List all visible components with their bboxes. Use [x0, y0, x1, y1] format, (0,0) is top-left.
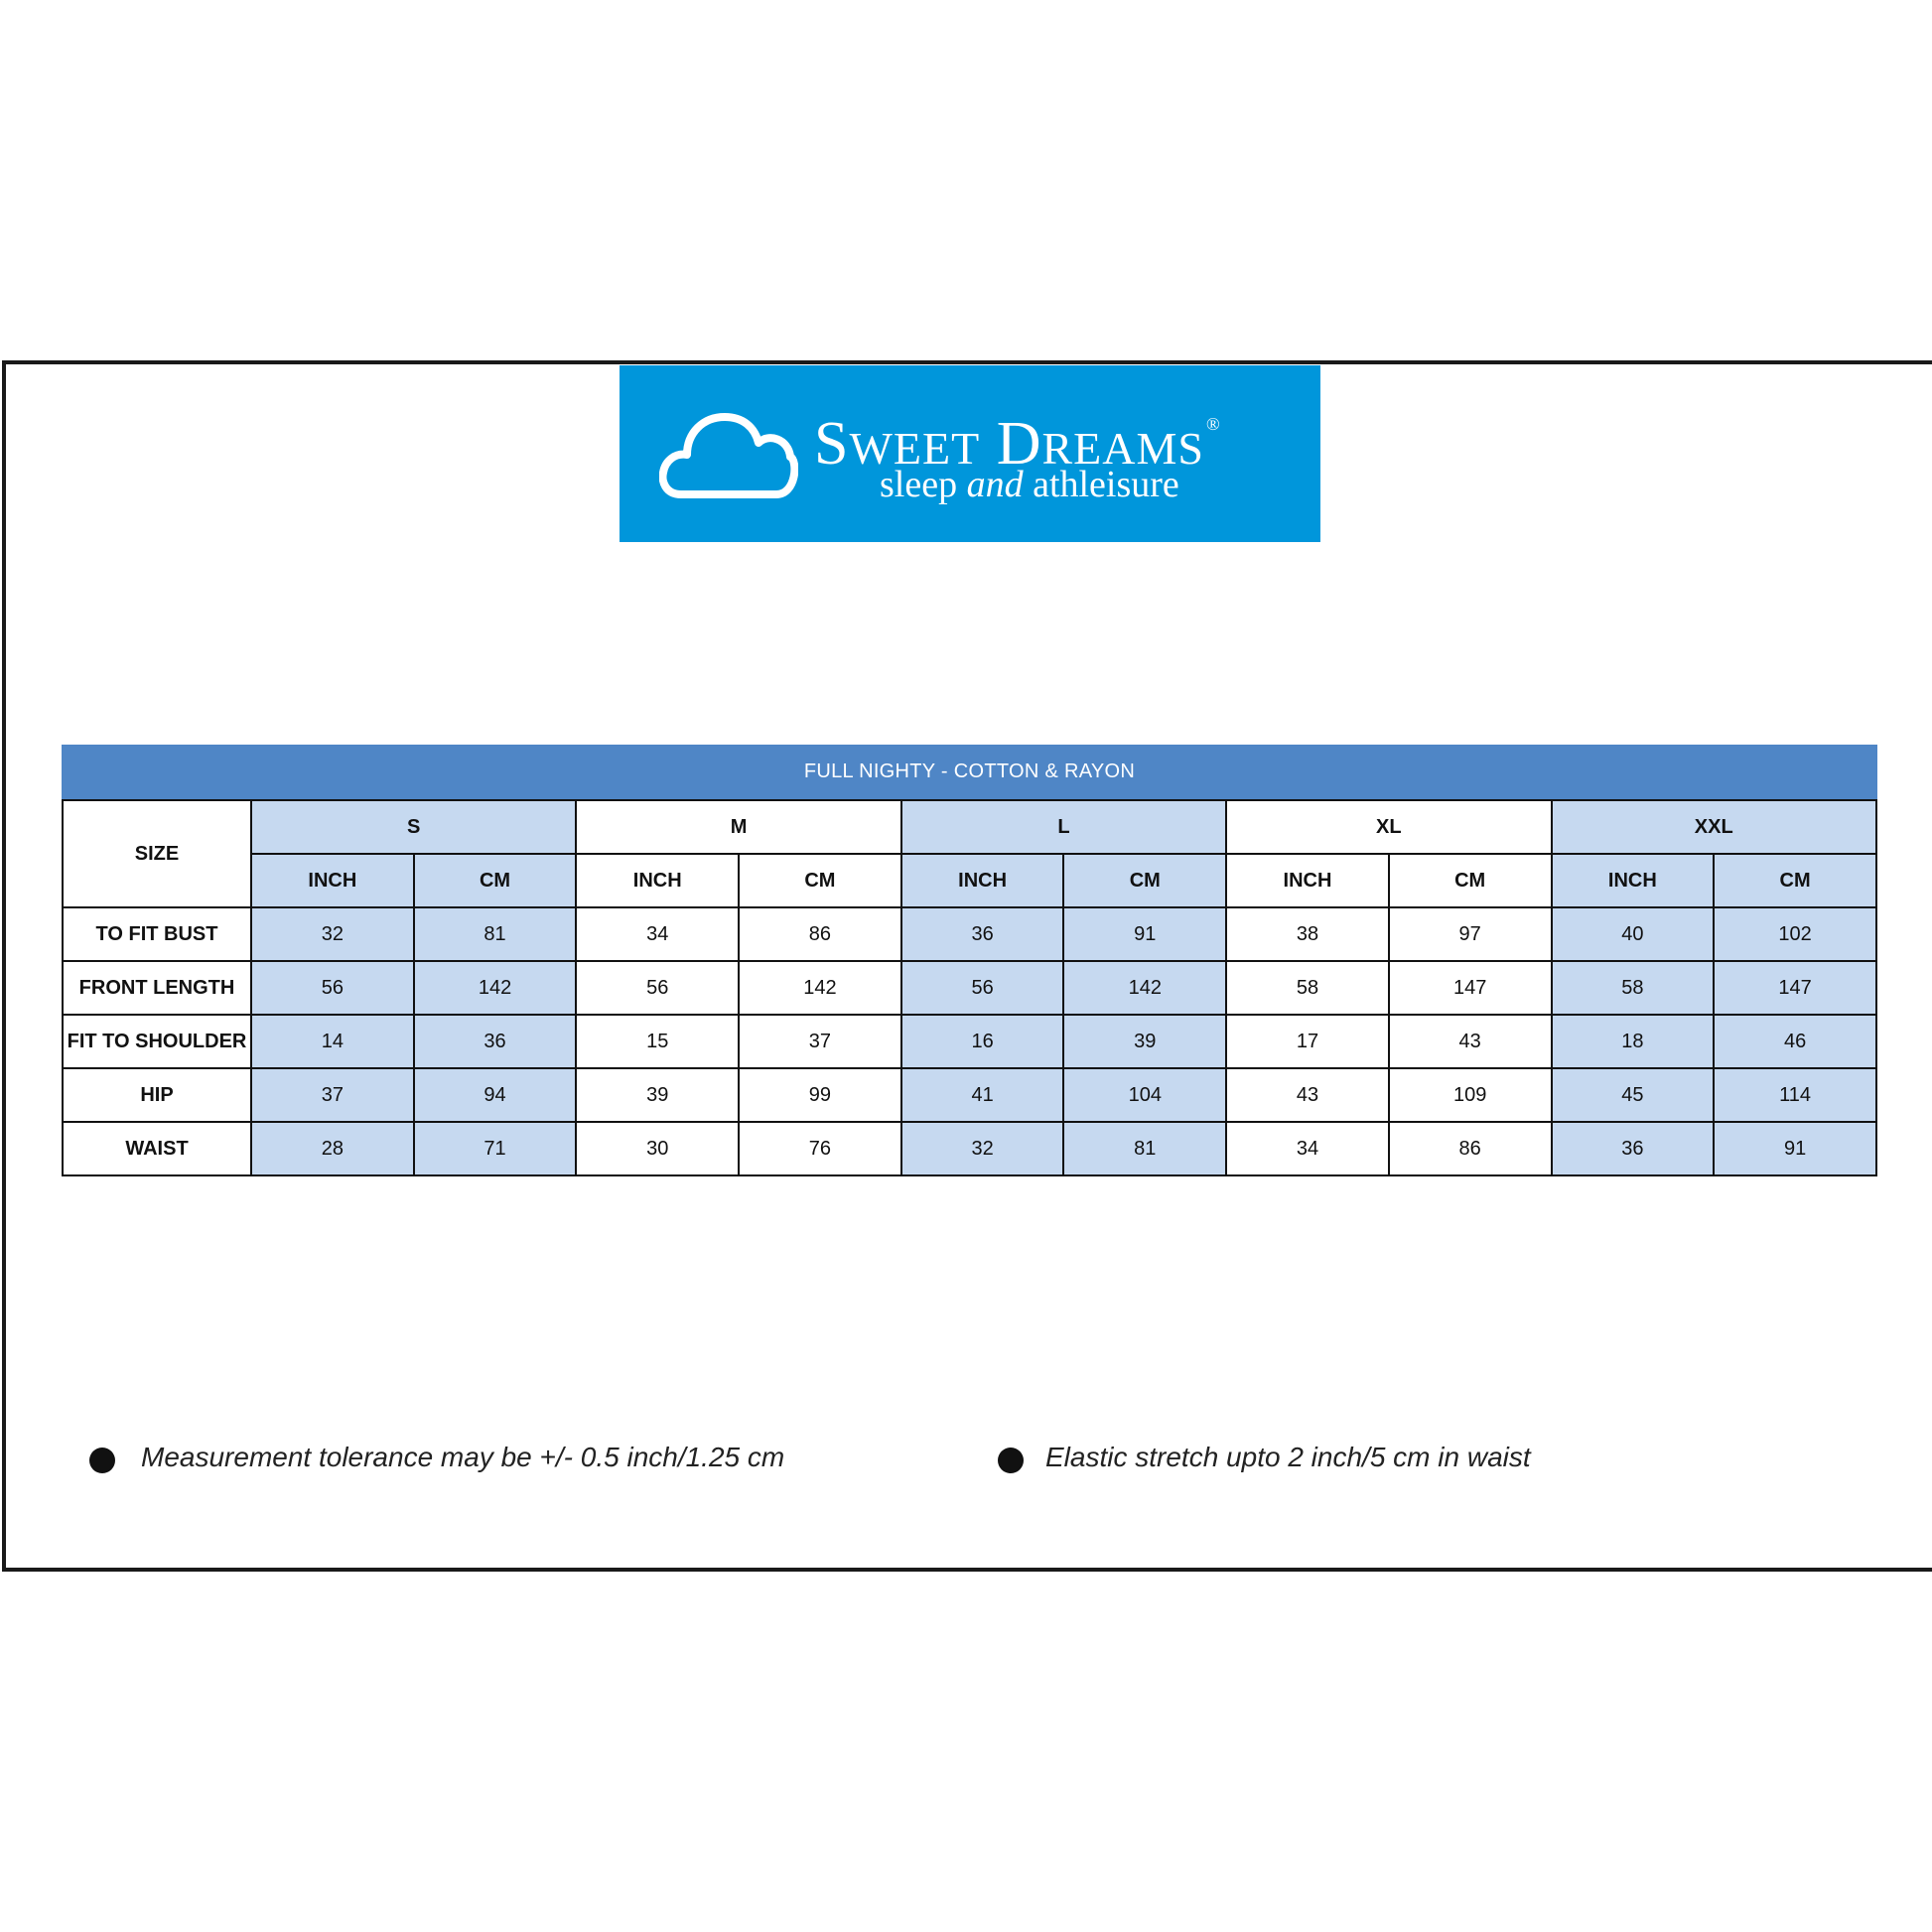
size-xxl: XXL: [1552, 800, 1877, 854]
table-cell: 32: [251, 907, 414, 961]
table-cell: 39: [576, 1068, 739, 1122]
table-cell: 58: [1552, 961, 1715, 1015]
table-cell: 56: [251, 961, 414, 1015]
unit-cm: CM: [1063, 854, 1226, 907]
table-cell: 94: [414, 1068, 577, 1122]
size-header-row: [63, 800, 1876, 854]
row-label: TO FIT BUST: [63, 907, 251, 961]
brand-first-rest: WEET: [849, 423, 981, 474]
size-m: M: [576, 800, 900, 854]
table-cell: 46: [1714, 1015, 1876, 1068]
table-title: FULL NIGHTY - COTTON & RAYON: [62, 745, 1877, 799]
bullet-icon: [998, 1448, 1024, 1473]
table-cell: 147: [1389, 961, 1552, 1015]
table-cell: 36: [1552, 1122, 1715, 1175]
cloud-icon: [659, 403, 798, 500]
table-row: [63, 1068, 1876, 1122]
table-cell: 71: [414, 1122, 577, 1175]
table-cell: 14: [251, 1015, 414, 1068]
table-cell: 147: [1714, 961, 1876, 1015]
row-label: WAIST: [63, 1122, 251, 1175]
table-cell: 109: [1389, 1068, 1552, 1122]
unit-inch: INCH: [901, 854, 1064, 907]
table-row: [63, 907, 1876, 961]
unit-cm: CM: [739, 854, 901, 907]
table-cell: 86: [739, 907, 901, 961]
brand-second-rest: REAMS: [1041, 423, 1204, 474]
tagline-start: sleep: [880, 464, 958, 505]
table-cell: 81: [1063, 1122, 1226, 1175]
row-label: HIP: [63, 1068, 251, 1122]
table-cell: 37: [739, 1015, 901, 1068]
table-cell: 142: [1063, 961, 1226, 1015]
table-cell: 36: [901, 907, 1064, 961]
table-cell: 18: [1552, 1015, 1715, 1068]
table-body: [63, 907, 1876, 1175]
table-cell: 16: [901, 1015, 1064, 1068]
table-cell: 30: [576, 1122, 739, 1175]
table-cell: 56: [901, 961, 1064, 1015]
note-tolerance: Measurement tolerance may be +/- 0.5 inch/1.25 cm: [141, 1442, 785, 1472]
brand-tagline: [880, 463, 1179, 506]
unit-header-row: [63, 854, 1876, 907]
table-cell: 56: [576, 961, 739, 1015]
unit-inch: INCH: [1552, 854, 1715, 907]
table-cell: 76: [739, 1122, 901, 1175]
tagline-end: athleisure: [1033, 464, 1179, 505]
row-label: FIT TO SHOULDER: [63, 1015, 251, 1068]
table-cell: 45: [1552, 1068, 1715, 1122]
table-cell: 38: [1226, 907, 1389, 961]
table-cell: 39: [1063, 1015, 1226, 1068]
size-chart-table: [62, 799, 1877, 1176]
table-cell: 86: [1389, 1122, 1552, 1175]
table-cell: 81: [414, 907, 577, 961]
brand-first-cap: S: [814, 410, 850, 478]
table-row: [63, 1015, 1876, 1068]
table-cell: 34: [1226, 1122, 1389, 1175]
table-cell: 142: [739, 961, 901, 1015]
table-cell: 37: [251, 1068, 414, 1122]
unit-cm: CM: [1714, 854, 1876, 907]
table-row: [63, 1122, 1876, 1175]
table-cell: 97: [1389, 907, 1552, 961]
size-label: SIZE: [63, 800, 251, 907]
table-cell: 15: [576, 1015, 739, 1068]
size-s: S: [251, 800, 576, 854]
table-cell: 17: [1226, 1015, 1389, 1068]
table-cell: 28: [251, 1122, 414, 1175]
unit-cm: CM: [1389, 854, 1552, 907]
table-row: [63, 961, 1876, 1015]
table-cell: 91: [1714, 1122, 1876, 1175]
table-cell: 43: [1226, 1068, 1389, 1122]
table-cell: 40: [1552, 907, 1715, 961]
table-cell: 34: [576, 907, 739, 961]
brand-logo: [620, 365, 1320, 542]
table-cell: 32: [901, 1122, 1064, 1175]
table-cell: 36: [414, 1015, 577, 1068]
unit-cm: CM: [414, 854, 577, 907]
table-cell: 58: [1226, 961, 1389, 1015]
size-xl: XL: [1226, 800, 1551, 854]
unit-inch: INCH: [1226, 854, 1389, 907]
row-label: FRONT LENGTH: [63, 961, 251, 1015]
table-cell: 142: [414, 961, 577, 1015]
table-cell: 114: [1714, 1068, 1876, 1122]
bullet-icon: [89, 1448, 115, 1473]
table-cell: 91: [1063, 907, 1226, 961]
unit-inch: INCH: [251, 854, 414, 907]
table-cell: 102: [1714, 907, 1876, 961]
registered-mark: ®: [1205, 414, 1221, 434]
brand-second-cap: D: [996, 410, 1042, 478]
table-cell: 104: [1063, 1068, 1226, 1122]
tagline-italic: and: [966, 464, 1024, 505]
table-cell: 99: [739, 1068, 901, 1122]
unit-inch: INCH: [576, 854, 739, 907]
size-l: L: [901, 800, 1226, 854]
table-cell: 41: [901, 1068, 1064, 1122]
note-elastic: Elastic stretch upto 2 inch/5 cm in waist: [1045, 1442, 1531, 1472]
table-cell: 43: [1389, 1015, 1552, 1068]
